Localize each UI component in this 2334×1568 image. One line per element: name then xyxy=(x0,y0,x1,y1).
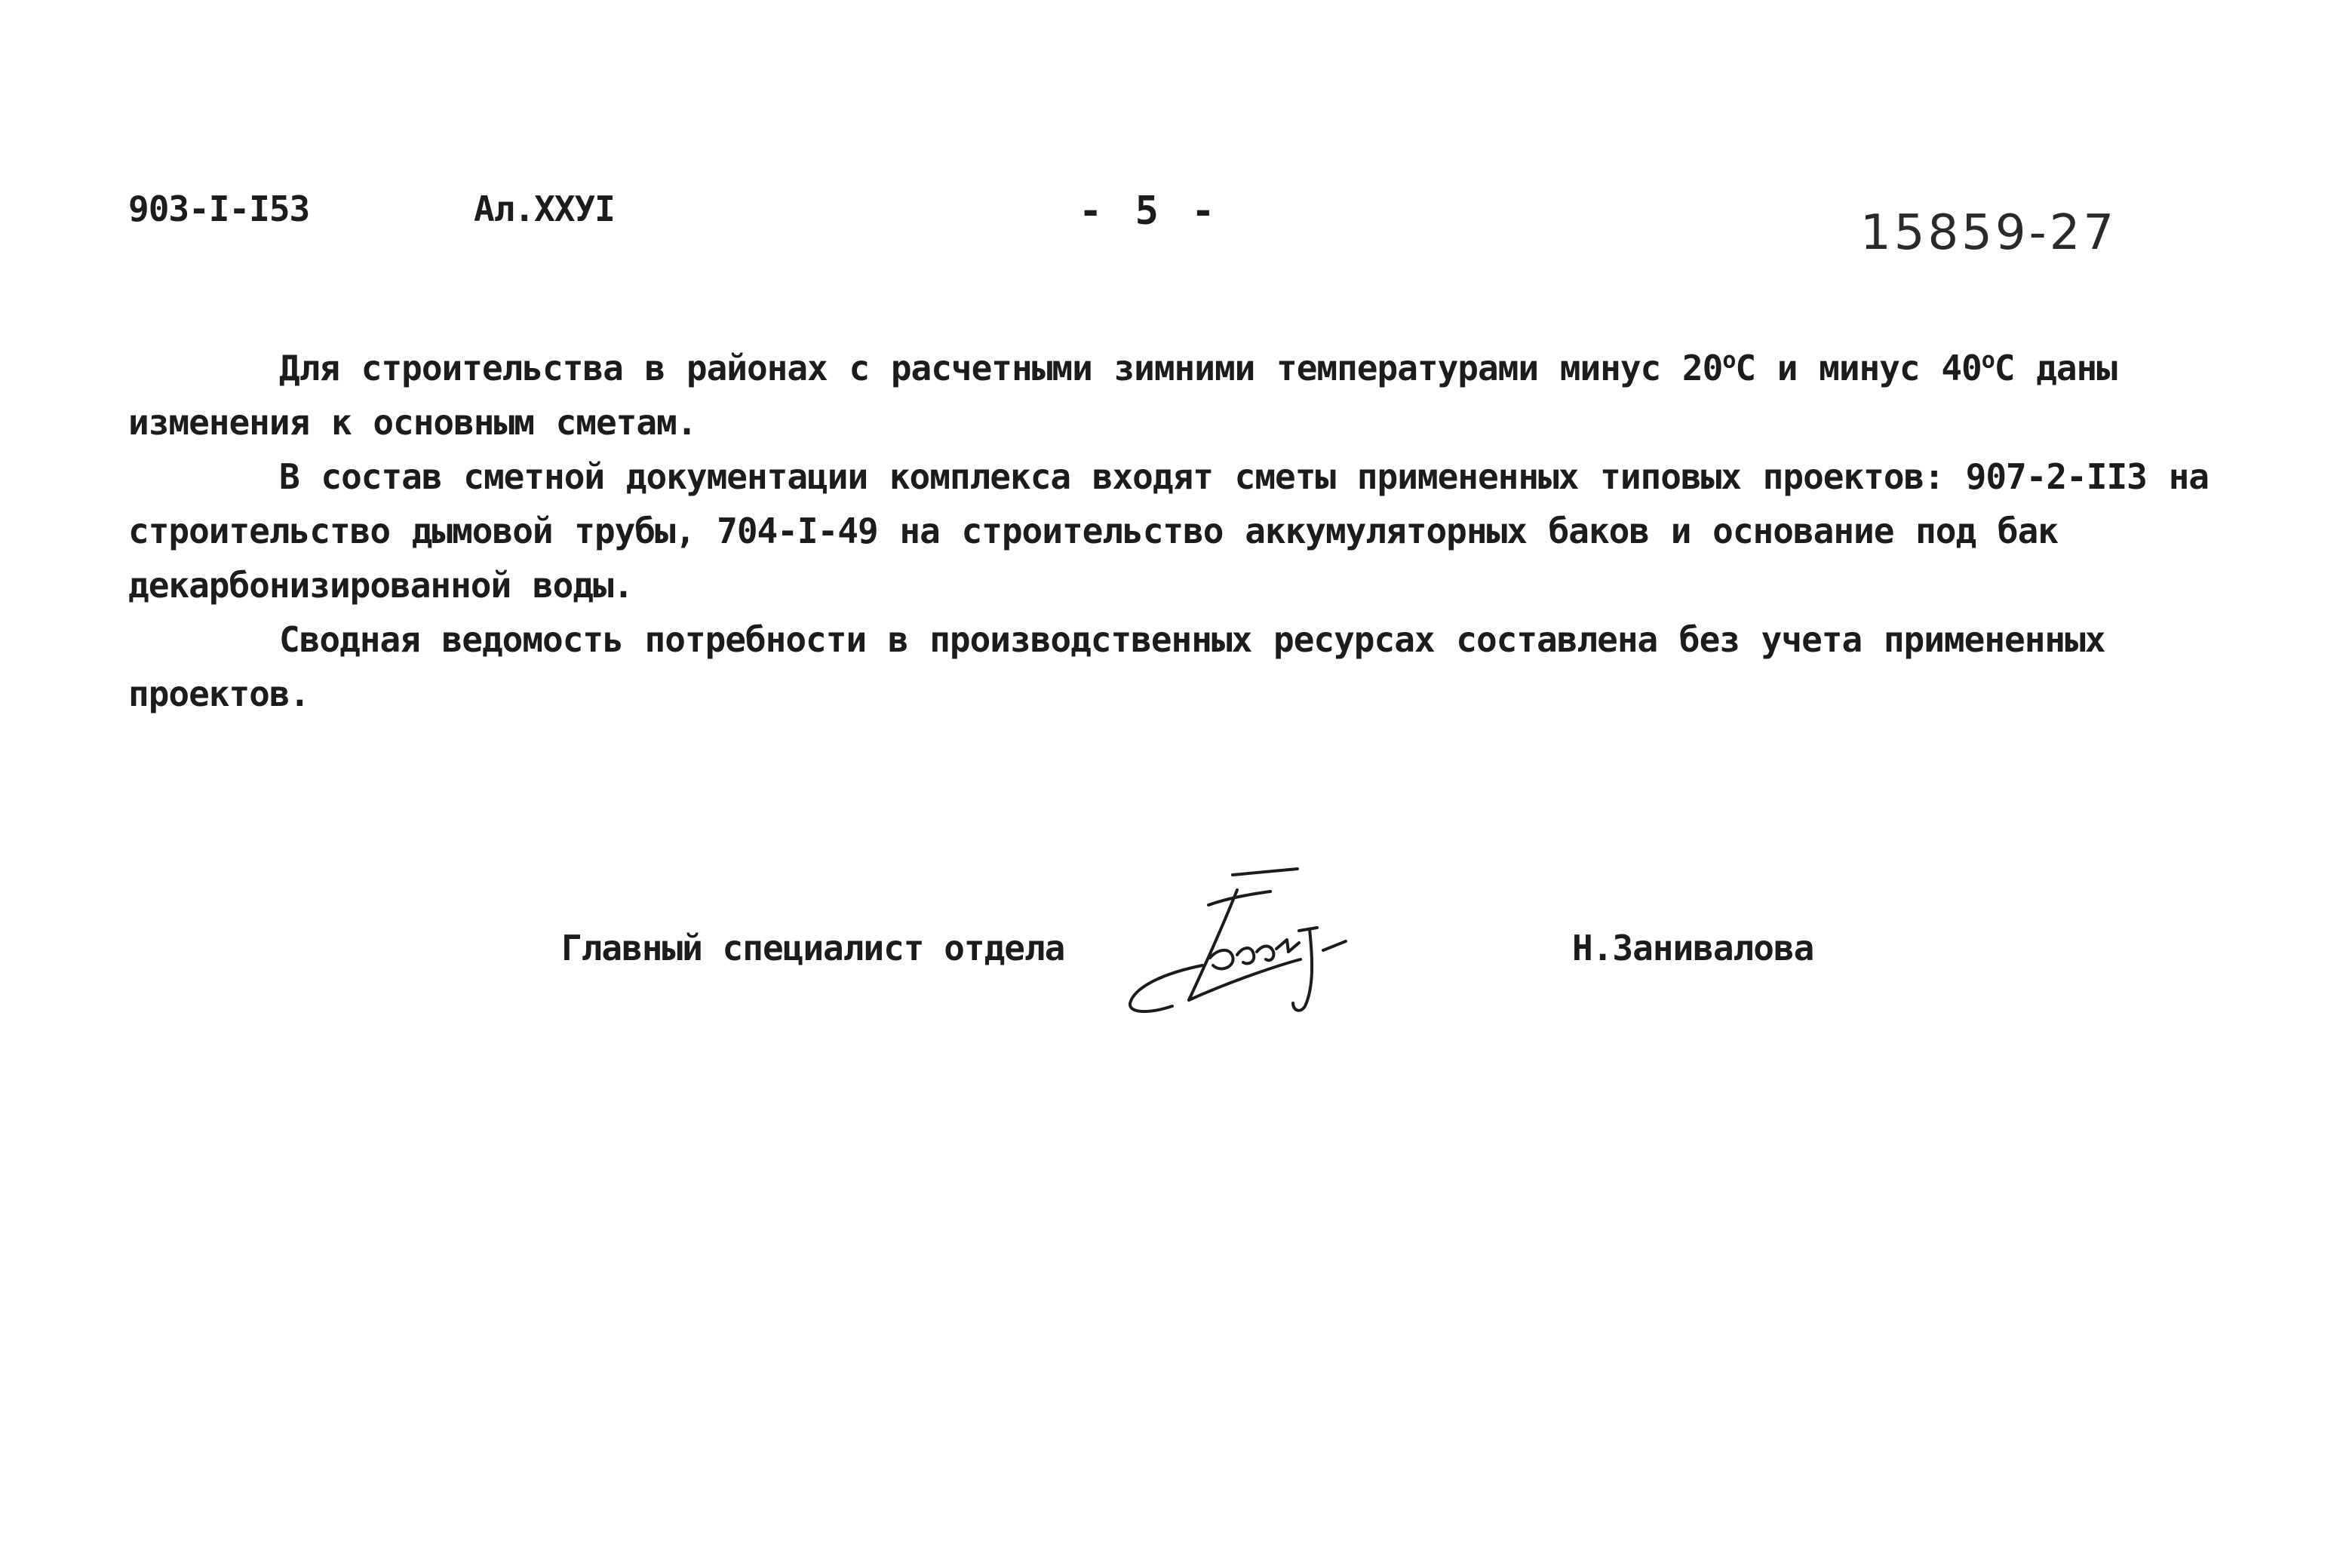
signatory-name: Н.Занивалова xyxy=(1572,928,1814,968)
document-code: 903-I-I53 xyxy=(128,189,310,229)
handwritten-registration-number: 15859-27 xyxy=(1860,205,2117,261)
degree-mark-1: о xyxy=(1722,347,1736,374)
degree-mark-2: о xyxy=(1981,347,1995,374)
document-body xyxy=(128,341,2256,721)
paragraph-climate-part-3: С даны изменения к основным сметам. xyxy=(128,348,2117,443)
paragraph-climate-part-2: С и минус 40 xyxy=(1735,348,1982,388)
handwritten-signature xyxy=(1119,852,1368,1026)
page-number: - 5 - xyxy=(1079,189,1220,234)
paragraph-summary: Сводная ведомость потребности в производственных ресурсах составлена без учета примененных проектов. xyxy=(128,619,2105,714)
paragraph-composition: В состав сметной документации комплекса входят сметы примененных типовых проектов: 907-2-II3 на строительство дымовой трубы, 704-I-49 на строительство аккумуляторных баков и основание под бак декарбонизированной воды. xyxy=(128,456,2209,606)
signatory-title: Главный специалист отдела xyxy=(561,928,1065,968)
signature-block xyxy=(561,920,1844,1011)
album-number: Ал.XXУI xyxy=(474,189,615,229)
paragraph-climate-part-1: Для строительства в районах с расчетными зимними температурами минус 20 xyxy=(279,348,1723,388)
paragraph-climate xyxy=(128,341,2256,450)
